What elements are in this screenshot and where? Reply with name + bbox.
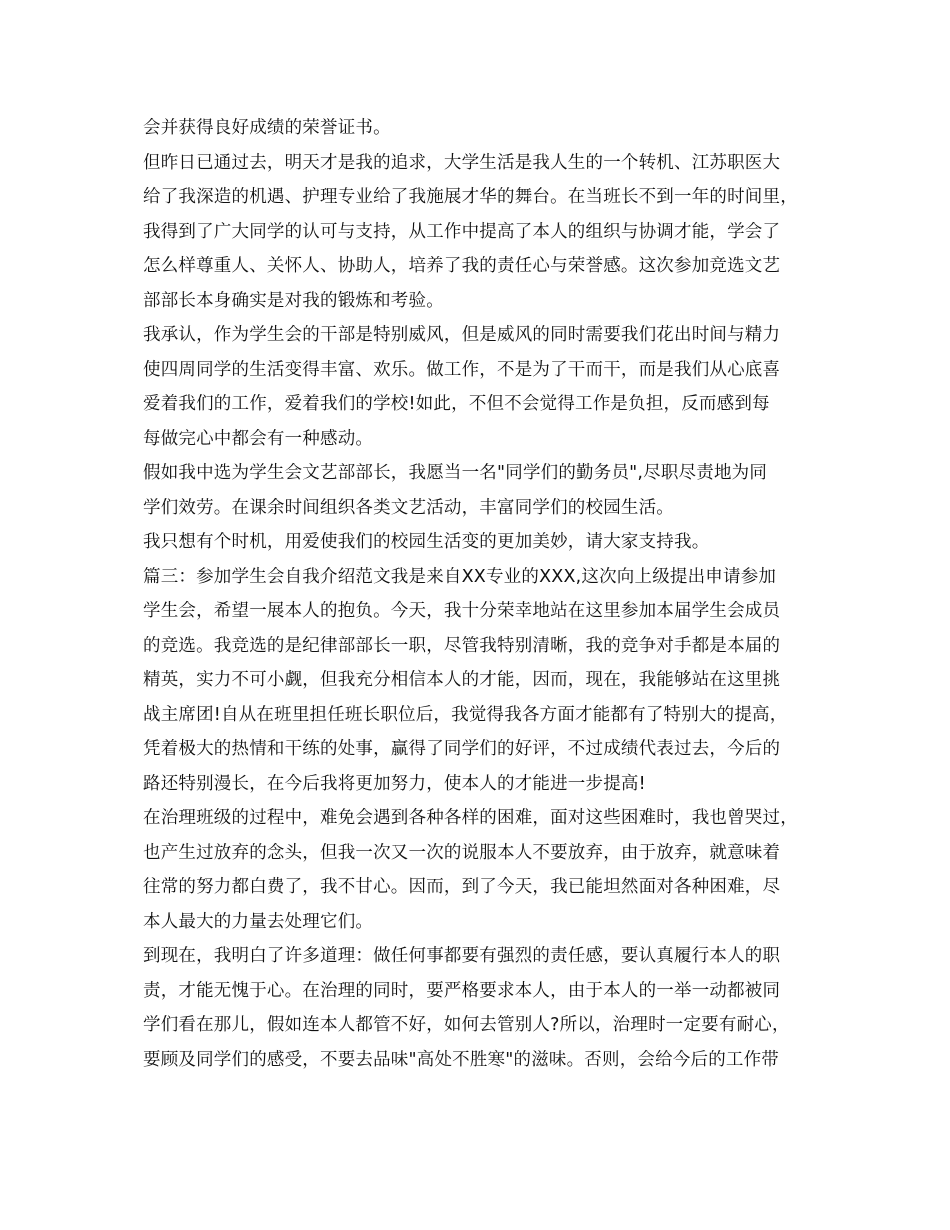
document-body [143, 111, 823, 1077]
text-line: 战主席团!自从在班里担任班长职位后，我觉得我各方面才能都有了特别大的提高， [143, 704, 788, 725]
text-line: 要顾及同学们的感受，不要去品味"高处不胜寒"的滋味。否则，会给今后的工作带 [143, 1049, 779, 1070]
text-line: 会并获得良好成绩的荣誉证书。 [143, 118, 391, 138]
text-line: 在治理班级的过程中，难免会遇到各种各样的困难，面对这些困难时，我也曾哭过， [143, 808, 798, 828]
text-line: 但昨日已通过去，明天才是我的追求，大学生活是我人生的一个转机、江苏职医大 [143, 152, 781, 173]
text-line: 责，才能无愧于心。在治理的同时，要严格要求本人，由于本人的一举一动都被同 [143, 980, 781, 1001]
text-line: 也产生过放弃的念头，但我一次又一次的说服本人不要放弃，由于放弃，就意味着 [143, 842, 781, 863]
text-line: 怎么样尊重人、关怀人、协助人，培养了我的责任心与荣誉感。这次参加竞选文艺 [143, 256, 781, 276]
text-line: 学们看在那儿，假如连本人都管不好，如何去管别人?所以，治理时一定要有耐心， [143, 1015, 790, 1035]
text-line: 的竞选。我竞选的是纪律部部长一职，尽管我特别清晰，我的竞争对手都是本届的 [143, 635, 781, 656]
text-line: 给了我深造的机遇、护理专业给了我施展才华的舞台。在当班长不到一年的时间里， [143, 187, 798, 207]
text-line: 我承认，作为学生会的干部是特别威风，但是威风的同时需要我们花出时间与精力 [143, 325, 781, 345]
text-line: 到现在，我明白了许多道理：做任何事都要有强烈的责任感，要认真履行本人的职 [143, 946, 781, 966]
text-line: 我只想有个时机，用爱使我们的校园生活变的更加美妙，请大家支持我。 [143, 532, 710, 552]
text-line: 精英，实力不可小觑，但我充分相信本人的才能，因而，现在，我能够站在这里挑 [143, 670, 781, 690]
text-line: 篇三：参加学生会自我介绍范文我是来自XX专业的XXX,这次向上级提出申请参加 [143, 566, 777, 587]
text-line: 爱着我们的工作，爱着我们的学校!如此，不但不会觉得工作是负担，反而感到每 [143, 394, 770, 414]
text-line: 我得到了广大同学的认可与支持，从工作中提高了本人的组织与协调才能，学会了 [143, 221, 781, 242]
text-line: 学生会，希望一展本人的抱负。今天，我十分荣幸地站在这里参加本届学生会成员 [143, 601, 781, 621]
text-line: 路还特别漫长，在今后我将更加努力，使本人的才能进一步提高! [143, 773, 646, 794]
text-line: 往常的努力都白费了，我不甘心。因而，到了今天，我已能坦然面对各种困难，尽 [143, 877, 781, 897]
text-line: 假如我中选为学生会文艺部部长，我愿当一名"同学们的勤务员",尽职尽责地为同 [143, 463, 768, 483]
text-line: 部部长本身确实是对我的锻炼和考验。 [143, 290, 444, 311]
text-line: 每做完心中都会有一种感动。 [143, 428, 374, 449]
text-line: 凭着极大的热情和干练的处事，赢得了同学们的好评，不过成绩代表过去，今后的 [143, 739, 781, 759]
text-line: 学们效劳。在课余时间组织各类文艺活动，丰富同学们的校园生活。 [143, 497, 674, 518]
text-line: 本人最大的力量去处理它们。 [143, 911, 374, 932]
text-line: 使四周同学的生活变得丰富、欢乐。做工作，不是为了干而干，而是我们从心底喜 [143, 359, 781, 380]
